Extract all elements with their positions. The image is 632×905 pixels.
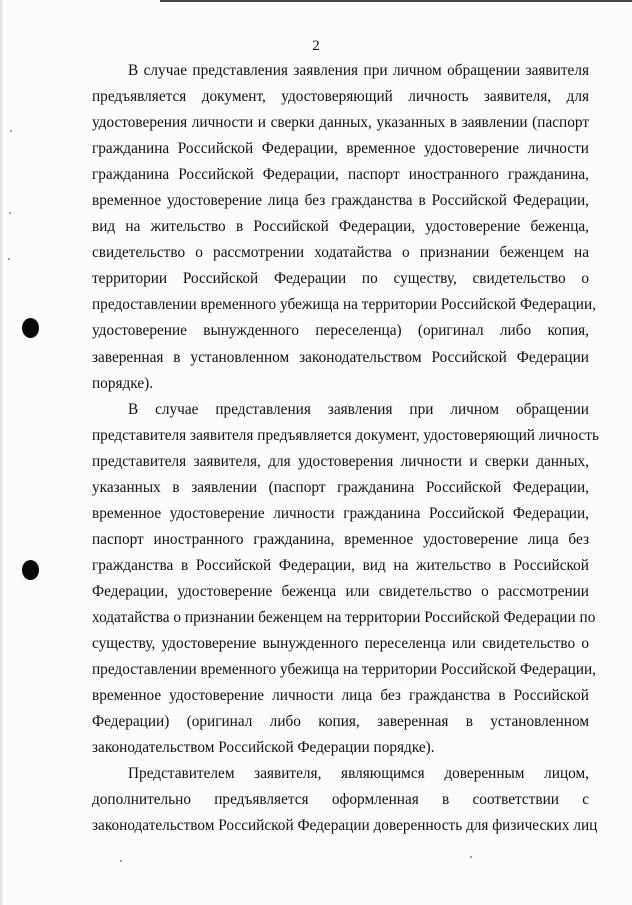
text-line: представителя заявителя, для удостоверения личности и сверки данных, [92,452,589,470]
text-line: законодательством Российской Федерации доверенность для физических лиц [92,817,598,835]
text-line: паспорт иностранного гражданина, временное удостоверение лица без [92,530,589,548]
scan-speck [10,130,12,132]
text-line: порядке). [92,374,154,392]
text-line: существу, удостоверение вынужденного переселенца или свидетельство о [92,635,589,653]
punch-hole-top [22,318,39,338]
scan-top-edge [160,0,632,2]
text-line: гражданина Российской Федерации, паспорт иностранного гражданина, [92,166,589,184]
text-line: временное удостоверение личности гражданина Российской Федерации, [92,504,589,522]
text-line: территории Российской Федерации по существу, свидетельство о [92,270,589,288]
text-line: удостоверения личности и сверки данных, указанных в заявлении (паспорт [92,114,589,132]
text-line: заверенная в установленном законодательством Российской Федерации [92,348,589,366]
text-line: В случае представления заявления при личном обращении заявителя [128,62,589,79]
text-line: предъявляется документ, удостоверяющий личность заявителя, для [92,88,589,106]
scan-speck [120,860,122,862]
page-number: 2 [312,38,320,54]
text-line: вид на жительство в Российской Федерации, удостоверение беженца, [92,218,589,236]
punch-hole-bottom [22,560,39,580]
text-line: представителя заявителя предъявляется документ, удостоверяющий личность [92,426,599,444]
scan-speck [9,212,11,214]
text-line: Федерации, удостоверение беженца или свидетельство о рассмотрении [92,582,589,600]
text-line: В случае представления заявления при личном обращении [128,400,589,418]
text-line: временное удостоверение лица без гражданства в Российской Федерации, [92,192,589,210]
text-line: свидетельство о рассмотрении ходатайства о признании беженцем на [92,244,589,262]
text-line: удостоверение вынужденного переселенца) (оригинал либо копия, [92,322,589,340]
text-line: гражданства в Российской Федерации, вид на жительство в Российской [92,556,589,574]
text-line: предоставлении временного убежища на территории Российской Федерации, [92,296,597,314]
text-line: законодательством Российской Федерации порядке). [92,739,435,757]
text-line: Представителем заявителя, являющимся доверенным лицом, [128,765,589,783]
text-line: ходатайства о признании беженцем на территории Российской Федерации по [92,608,596,626]
text-line: дополнительно предъявляется оформленная в соответствии с [92,791,589,809]
scan-speck [8,258,10,260]
text-line: предоставлении временного убежища на территории Российской Федерации, [92,661,597,679]
text-line: гражданина Российской Федерации, временное удостоверение личности [92,140,589,158]
body-text [92,58,599,839]
text-line: указанных в заявлении (паспорт гражданина Российской Федерации, [92,478,589,496]
text-line: временное удостоверение личности лица без гражданства в Российской [92,687,589,705]
text-line: Федерации) (оригинал либо копия, заверенная в установленном [92,713,589,731]
scan-speck [470,856,472,858]
scan-edge-shadow [0,0,4,905]
